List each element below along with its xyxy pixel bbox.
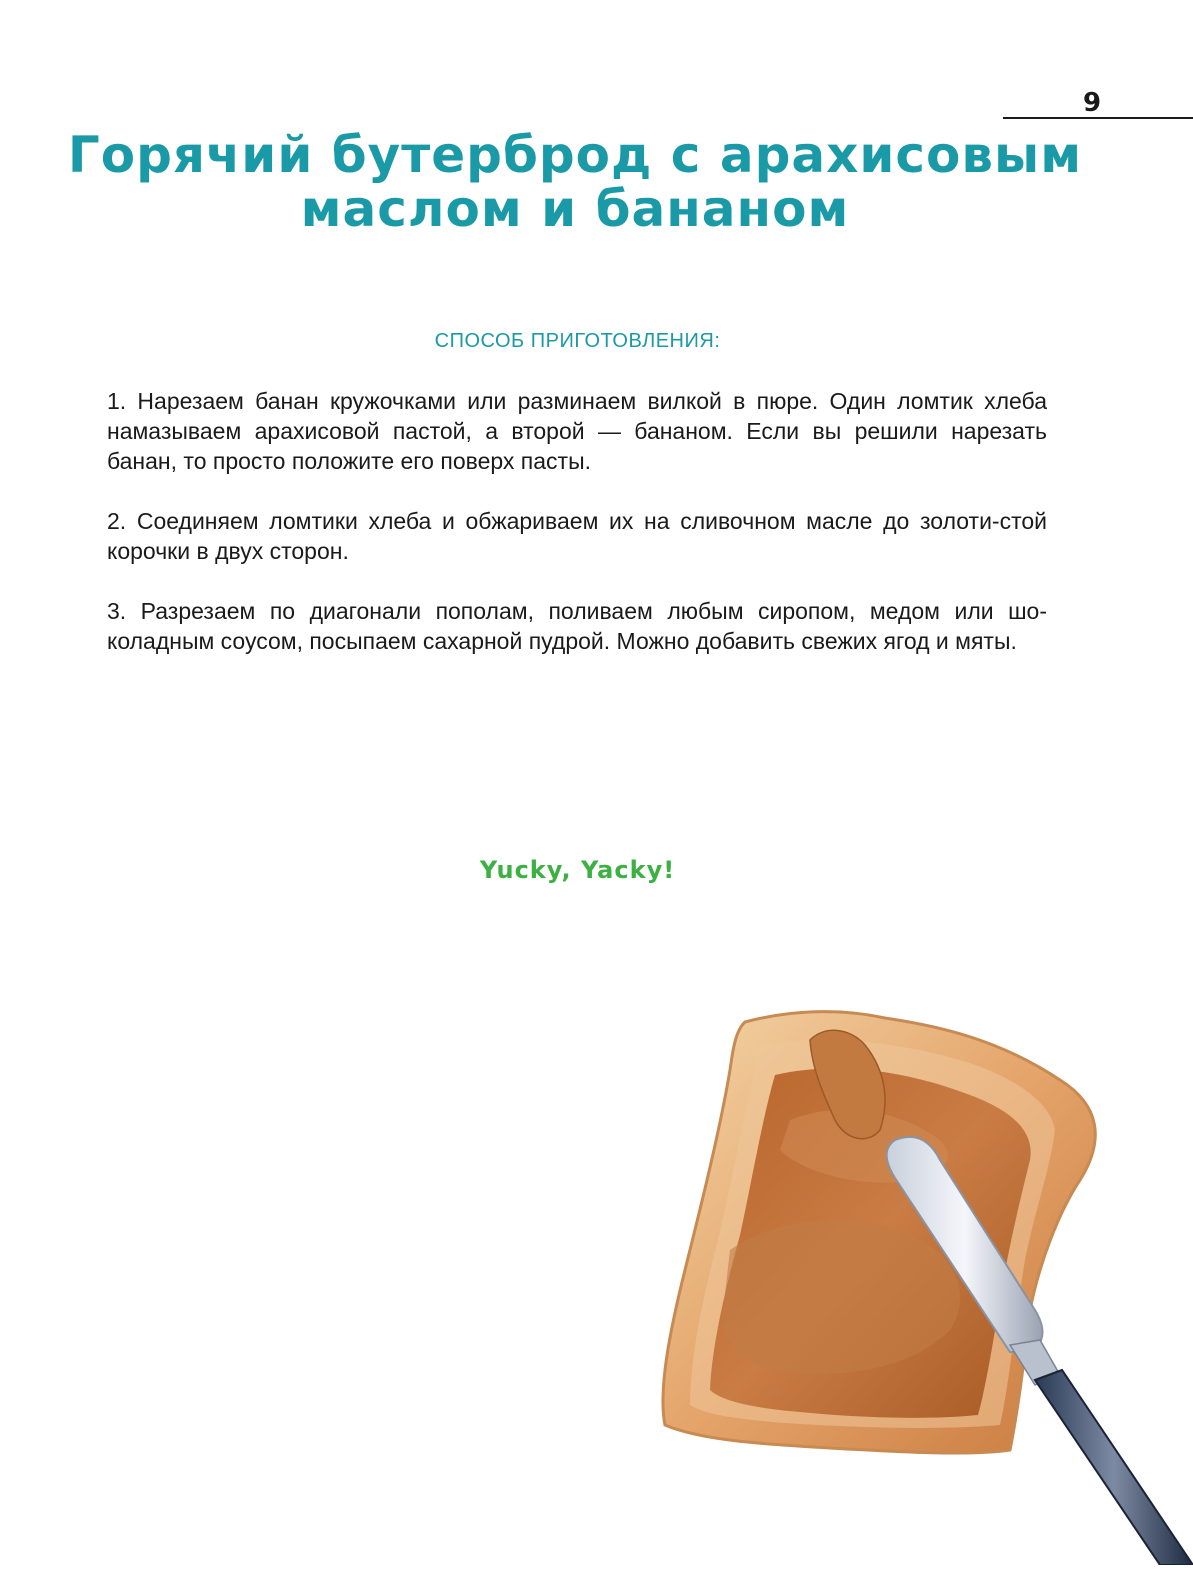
recipe-step-2: 2. Соединяем ломтики хлеба и обжариваем их на сливочном масле до золоти-стой корочки в двух сторон. (107, 508, 1047, 564)
recipe-step-1: 1. Нарезаем банан кружочками или разминаем вилкой в пюре. Один ломтик хлеба намазываем арахисовой пастой, а второй — бананом. Если вы решили нарезать банан, то просто положите его поверх пасты. (107, 388, 1047, 474)
knife-handle (1035, 1370, 1193, 1565)
recipe-title-line-2: маслом и бананом (300, 180, 850, 238)
recipe-title (60, 128, 1090, 236)
tagline: Yucky, Yacky! (479, 856, 676, 884)
page-number: 9 (1083, 88, 1102, 118)
method-heading: СПОСОБ ПРИГОТОВЛЕНИЯ: (434, 330, 721, 352)
toast-illustration (640, 1000, 1193, 1565)
recipe-step-3: 3. Разрезаем по диагонали пополам, поливаем любым сиропом, медом или шо-коладным соусом, посыпаем сахарной пудрой. Можно добавить свежих ягод и мяты. (107, 598, 1047, 654)
toast-with-knife-icon (640, 1000, 1193, 1565)
recipe-title-line-1: Горячий бутерброд с арахисовым (67, 126, 1083, 184)
recipe-steps (107, 386, 1047, 686)
